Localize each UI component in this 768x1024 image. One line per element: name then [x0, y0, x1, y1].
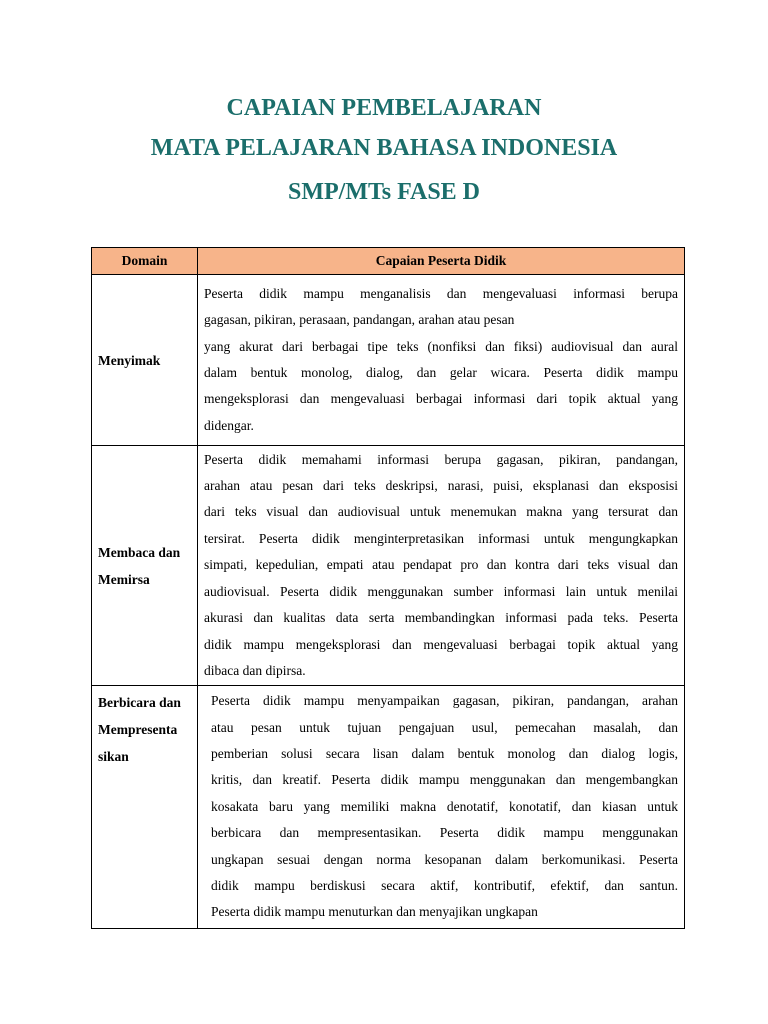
outcome-line: dari teks visual dan audiovisual untuk menemukan makna yang tersurat dan	[204, 504, 678, 520]
learning-outcomes-table	[91, 247, 685, 929]
outcome-line: didik mampu mengeksplorasi dan mengevaluasi berbagai topik aktual yang	[204, 636, 678, 652]
outcome-line: Peserta didik mampu menuturkan dan menyajikan ungkapan	[211, 904, 538, 920]
table-header-row	[92, 248, 685, 275]
outcome-line: yang akurat dari berbagai tipe teks (nonfiksi dan fiksi) audiovisual dan aural	[204, 338, 678, 354]
domain-line: Berbicara dan	[98, 695, 181, 710]
outcome-line: audiovisual. Peserta didik menggunakan sumber informasi lain untuk menilai	[204, 583, 678, 599]
table-row-berbicara	[92, 686, 685, 929]
outcome-cell	[198, 275, 685, 446]
title-line-3: SMP/MTs FASE D	[287, 179, 481, 205]
outcome-cell	[198, 686, 685, 929]
outcome-line: dibaca dan dipirsa.	[204, 662, 306, 678]
outcome-line: arahan atau pesan dari teks deskripsi, narasi, puisi, eksplanasi dan eksposisi	[204, 478, 678, 494]
outcome-line: mengeksplorasi dan mengevaluasi berbagai informasi dari topik aktual yang	[204, 391, 678, 407]
outcome-line: dalam bentuk monolog, dialog, dan gelar wicara. Peserta didik mampu	[204, 365, 678, 380]
domain-line: Mempresenta	[98, 722, 178, 737]
outcome-line: didengar.	[204, 417, 254, 433]
outcome-line: simpati, kepedulian, empati atau pendapat pro dan kontra dari teks visual dan	[204, 557, 678, 573]
title-line-2: MATA PELAJARAN BAHASA INDONESIA	[150, 135, 618, 161]
domain-cell	[92, 446, 198, 686]
header-domain: Domain	[92, 248, 198, 275]
header-outcomes: Capaian Peserta Didik	[198, 248, 685, 275]
outcome-line: tersirat. Peserta didik menginterpretasikan informasi untuk mengungkapkan	[204, 530, 678, 546]
outcome-cell	[198, 446, 685, 686]
outcome-line: Peserta didik mampu menyampaikan gagasan, pikiran, pandangan, arahan	[211, 693, 678, 709]
outcome-line: kritis, dan kreatif. Peserta didik mampu menggunakan dan mengembangkan	[211, 772, 678, 788]
outcome-line: berbicara dan mempresentasikan. Peserta didik mampu menggunakan	[211, 825, 678, 841]
domain-cell: Menyimak	[92, 275, 198, 446]
domain-line: sikan	[98, 749, 129, 764]
outcome-line: didik mampu berdiskusi secara aktif, kontributif, efektif, dan santun.	[211, 878, 678, 894]
domain-line: Membaca dan	[98, 544, 181, 560]
outcome-line: gagasan, pikiran, perasaan, pandangan, arahan atau pesan	[204, 312, 515, 328]
table-row-menyimak	[92, 275, 685, 446]
outcome-line: pemberian solusi secara lisan dalam bentuk monolog dan dialog logis,	[211, 745, 678, 761]
domain-line: Memirsa	[98, 571, 150, 587]
outcome-line: akurasi dan kualitas data serta membandingkan informasi pada teks. Peserta	[204, 610, 678, 626]
outcome-line: Peserta didik mampu menganalisis dan mengevaluasi informasi berupa	[204, 285, 678, 301]
table-row-membaca	[92, 446, 685, 686]
outcome-line: ungkapan sesuai dengan norma kesopanan dalam berkomunikasi. Peserta	[211, 851, 678, 867]
outcome-line: Peserta didik memahami informasi berupa gagasan, pikiran, pandangan,	[204, 451, 678, 467]
outcome-line: atau pesan untuk tujuan pengajuan usul, pemecahan masalah, dan	[211, 719, 678, 735]
domain-cell	[92, 686, 198, 929]
outcome-line: kosakata baru yang memiliki makna denotatif, konotatif, dan kiasan untuk	[211, 798, 678, 814]
title-line-1: CAPAIAN PEMBELAJARAN	[226, 95, 542, 121]
